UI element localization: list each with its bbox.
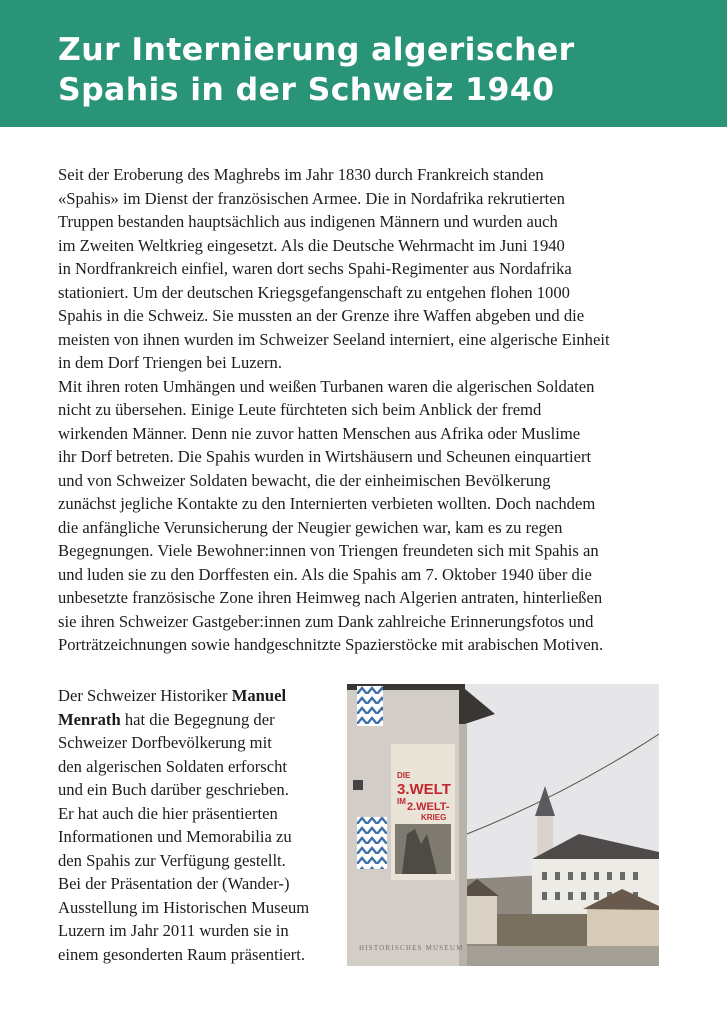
- shutter-top: [357, 686, 383, 726]
- text-line: meisten von ihnen wurden im Schweizer Seeland interniert, eine algerische Einheit: [58, 329, 610, 349]
- intro-text: [58, 163, 678, 657]
- historian-first-name: Manuel: [231, 686, 287, 705]
- text-line: einem gesonderten Raum präsentiert.: [58, 944, 305, 964]
- title-banner: [0, 0, 727, 127]
- lamp: [353, 780, 363, 790]
- text-line: [58, 684, 343, 708]
- text-line: und ein Buch darüber geschrieben.: [58, 780, 289, 799]
- text-line: den Spahis zur Verfügung gestellt.: [58, 850, 286, 870]
- historian-last-name: Menrath: [58, 709, 121, 729]
- text-line: Truppen bestanden hauptsächlich aus indigenen Männern und wurden auch: [58, 212, 558, 231]
- text-line: die anfängliche Verunsicherung der Neugier gewichen war, kam es zu regen: [58, 517, 563, 537]
- text-line: Seit der Eroberung des Maghrebs im Jahr 1830 durch Frankreich standen: [58, 165, 544, 184]
- banner-text: 2.WELT-: [407, 801, 450, 813]
- text-line: Spahis in die Schweiz. Sie mussten an der Grenze ihre Waffen abgeben und die: [58, 306, 585, 325]
- intro-paragraph-2: [58, 375, 678, 657]
- intro-paragraph-1: [58, 163, 678, 375]
- banner-text: IM: [397, 797, 406, 806]
- banner-text: 3.WELT: [397, 781, 451, 798]
- text-line: sie ihren Schweizer Gastgeber:innen zum Dank zahlreiche Erinnerungsfotos und: [58, 611, 594, 631]
- text-line: den algerischen Soldaten erforscht: [58, 756, 287, 776]
- text-line: unbesetzte französische Zone ihren Heimweg nach Algerien antraten, hinterließen: [58, 588, 603, 607]
- text-line: im Zweiten Weltkrieg eingesetzt. Als die Deutsche Wehrmacht im Juni 1940: [58, 235, 565, 255]
- ground: [457, 946, 659, 966]
- museum-photo-drawing: [347, 684, 659, 966]
- text-line: Mit ihren roten Umhängen und weißen Turbanen waren die algerischen Soldaten: [58, 376, 595, 396]
- text-line: Begegnungen. Viele Bewohner:innen von Triengen freundeten sich mit Spahis an: [58, 541, 599, 560]
- text-line: [58, 708, 343, 732]
- text-line: Bei der Präsentation der (Wander-): [58, 874, 290, 893]
- wall-inscription: HISTORISCHES MUSEUM: [359, 944, 464, 952]
- text-line: Informationen und Memorabilia zu: [58, 827, 292, 846]
- text-segment: hat die Begegnung der: [120, 709, 275, 729]
- banner-text: KRIEG: [421, 813, 447, 822]
- text-line: Luzern im Jahr 2011 wurden sie in: [58, 921, 289, 940]
- title-line-1: Zur Internierung algerischer: [58, 32, 575, 68]
- banner-text: DIE: [397, 771, 411, 780]
- text-line: zunächst jegliche Kontakte zu den Internierten verbieten wollten. Doch nachdem: [58, 494, 596, 513]
- page-title: [58, 30, 708, 110]
- text-line: nicht zu übersehen. Einige Leute fürchteten sich beim Anblick der fremd: [58, 400, 542, 419]
- text-line: ihr Dorf betreten. Die Spahis wurden in Wirtshäusern und Scheunen einquartiert: [58, 447, 592, 466]
- text-line: in dem Dorf Triengen bei Luzern.: [58, 353, 282, 372]
- text-line: Er hat auch die hier präsentierten: [58, 803, 278, 823]
- text-line: Ausstellung im Historischen Museum: [58, 897, 310, 917]
- text-line: Schweizer Dorfbevölkerung mit: [58, 733, 272, 752]
- museum-photo: [347, 684, 659, 966]
- text-line: Porträtzeichnungen sowie handgeschnitzte Spazierstöcke mit arabischen Motiven.: [58, 635, 604, 654]
- historian-paragraph: [58, 684, 343, 966]
- shutter-bottom: [357, 817, 387, 869]
- exhibition-banner: [391, 744, 455, 880]
- text-line: in Nordfrankreich einfiel, waren dort sechs Spahi-Regimenter aus Nordafrika: [58, 259, 572, 278]
- text-line: und von Schweizer Soldaten bewacht, die der einheimischen Bevölkerung: [58, 470, 551, 490]
- text-line: stationiert. Um der deutschen Kriegsgefangenschaft zu entgehen flohen 1000: [58, 282, 570, 302]
- text-segment: Der Schweizer Historiker: [58, 686, 232, 705]
- text-line: wirkenden Männer. Denn nie zuvor hatten Menschen aus Afrika oder Muslime: [58, 423, 581, 443]
- text-line: und luden sie zu den Dorffesten ein. Als die Spahis am 7. Oktober 1940 über die: [58, 564, 592, 584]
- title-line-2: Spahis in der Schweiz 1940: [58, 72, 555, 108]
- text-line: «Spahis» im Dienst der französischen Armee. Die in Nordafrika rekrutierten: [58, 188, 565, 208]
